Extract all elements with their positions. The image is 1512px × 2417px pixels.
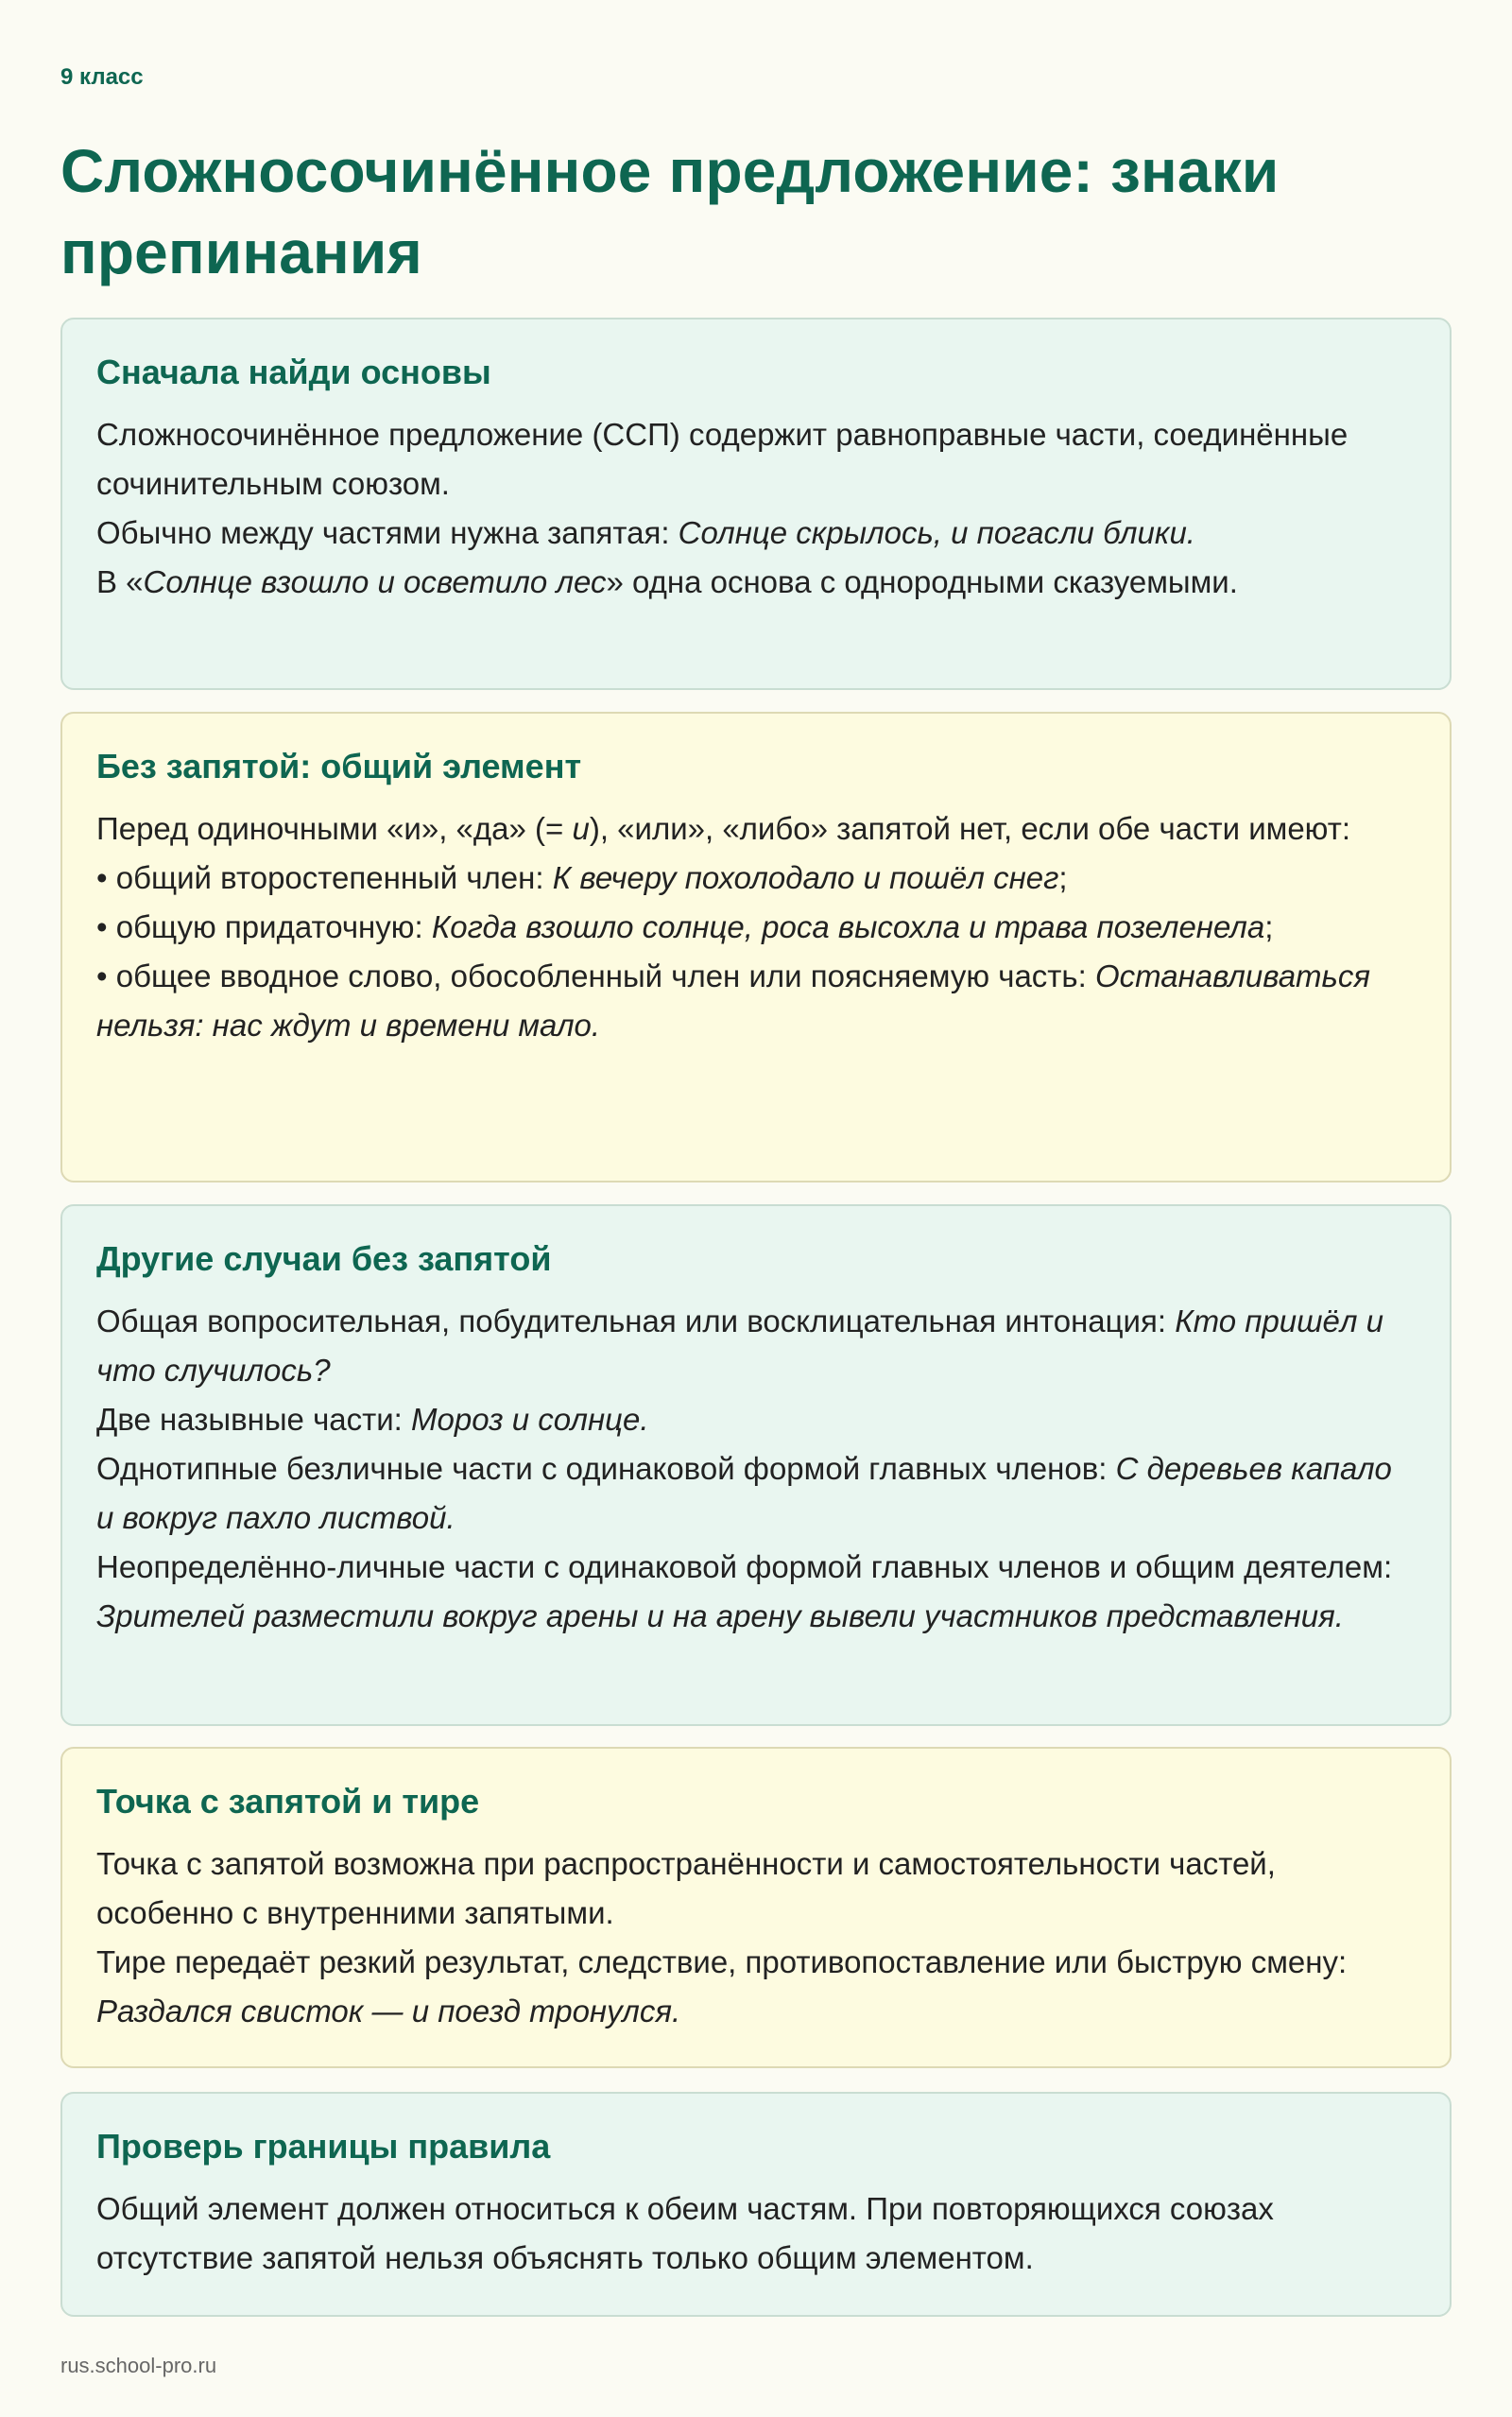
text-line: Точка с запятой возможна при распространённости и самостоятельности частей, особенно с внутренними запятыми. [96,1846,1276,1930]
text: » одна основа с однородными сказуемыми. [606,564,1238,599]
text-line [96,558,1418,607]
text: Две назывные части: [96,1402,412,1437]
card-title: Другие случаи без запятой [96,1239,552,1278]
card-semicolon-dash [60,1747,1452,2068]
text-line [96,1543,1418,1641]
grade-label: 9 класс [60,64,144,90]
text: ; [1058,860,1068,895]
text-line [96,1297,1418,1395]
text: Общая вопросительная, побудительная или восклицательная интонация: [96,1303,1176,1338]
text: Перед одиночными «и», «да» (= [96,811,573,846]
card-body [96,2184,1418,2283]
text-line: Сложносочинённое предложение (ССП) содержит равноправные части, соединённые сочинительным союзом. [96,417,1349,501]
example-text: Останавливаться нельзя: нас ждут и времени мало. [96,958,1371,1043]
example-text: К вечеру похолодало и пошёл снег [552,860,1059,895]
card-body [96,804,1418,1050]
text-line [96,1938,1418,2036]
list-item [96,952,1418,1050]
example-text: Когда взошло солнце, роса высохла и трава позеленела [431,909,1265,944]
card-other-cases [60,1204,1452,1726]
card-title: Сначала найди основы [96,353,491,391]
card-find-bases [60,318,1452,690]
card-title: Точка с запятой и тире [96,1782,480,1821]
page-title: Сложносочинённое предложение: знаки препинания [60,137,1280,286]
example-text: и [572,811,590,846]
text: ; [1264,909,1274,944]
example-text: Солнце взошло и осветило лес [143,564,607,599]
example-text: Солнце скрылось, и погасли блики. [678,515,1195,550]
text: Неопределённо-личные части с одинаковой формой главных членов и общим деятелем: [96,1549,1393,1584]
text: Обычно между частями нужна запятая: [96,515,679,550]
text-line [96,509,1418,558]
page [0,0,1512,293]
text: • общий второстепенный член: [96,860,553,895]
text-line: Общий элемент должен относиться к обеим частям. При повторяющихся союзах отсутствие запятой нельзя объяснять только общим элементом. [96,2191,1274,2275]
example-text: С деревьев капало и вокруг пахло листвой. [96,1451,1392,1535]
list-item [96,903,1418,952]
list-item [96,854,1418,903]
card-body [96,410,1418,607]
text-line [96,1395,1418,1444]
card-body [96,1297,1418,1641]
example-text: Зрителей разместили вокруг арены и на арену вывели участников представления. [96,1598,1344,1633]
example-text: Кто пришёл и что случилось? [96,1303,1384,1388]
card-body [96,1839,1418,2036]
text: Однотипные безличные части с одинаковой формой главных членов: [96,1451,1116,1486]
text: • общее вводное слово, обособленный член или поясняемую часть: [96,958,1095,993]
card-no-comma-common [60,712,1452,1183]
card-title: Без запятой: общий элемент [96,747,582,786]
card-check-bounds [60,2092,1452,2317]
text: ), «или», «либо» запятой нет, если обе части имеют: [589,811,1350,846]
text-line [96,1444,1418,1543]
text: • общую придаточную: [96,909,432,944]
text-line [96,804,1418,854]
example-text: Мороз и солнце. [411,1402,649,1437]
example-text: Раздался свисток — и поезд тронулся. [96,1994,681,2029]
footer-site: rus.school-pro.ru [60,2354,217,2377]
text: Тире передаёт резкий результат, следствие, противопоставление или быструю смену: [96,1944,1348,1979]
card-title: Проверь границы правила [96,2127,551,2166]
text: В « [96,564,144,599]
